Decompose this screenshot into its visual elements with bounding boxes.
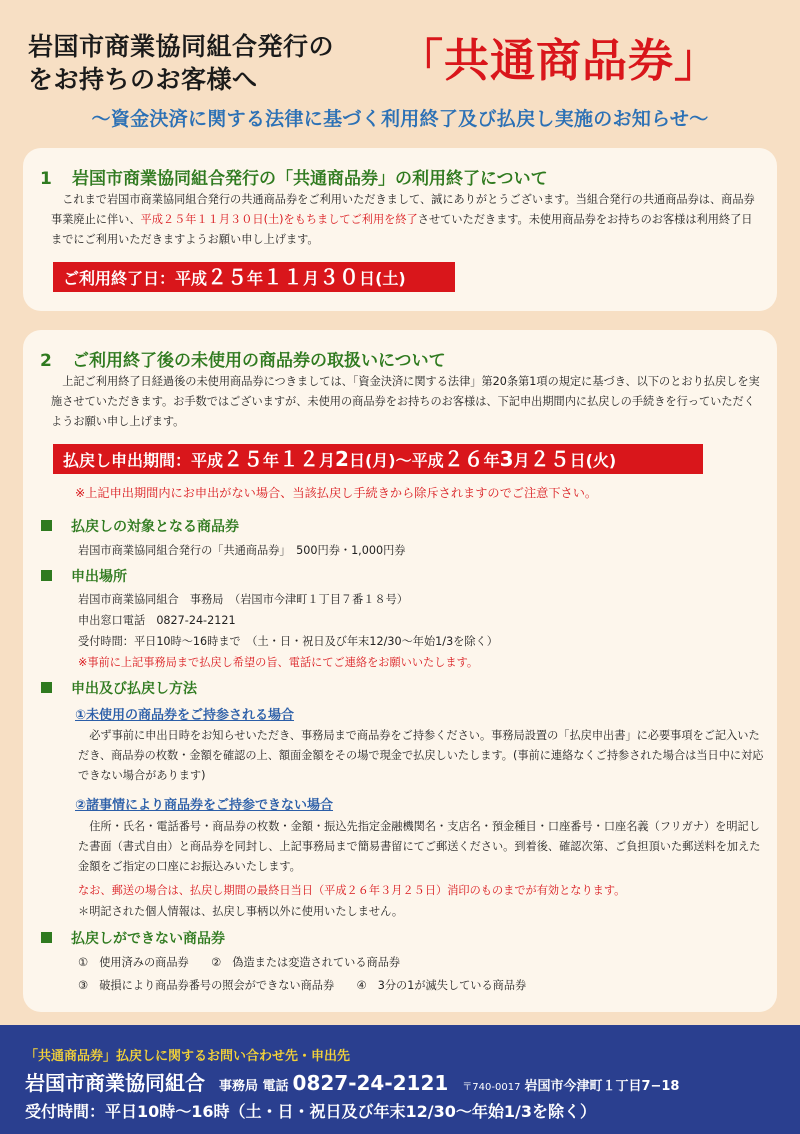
- section-2-card: [23, 330, 777, 1012]
- period-hi-1: 日: [348, 451, 365, 470]
- place-line-3: 受付時間：平日10時～16時まで （土・日・祝日及び年末12/30～年始1/3を除く）: [78, 635, 498, 648]
- period-year-1: ２５: [223, 447, 264, 471]
- period-day-2: ２５: [529, 447, 570, 471]
- target-vouchers-text: 岩国市商業協同組合発行の「共通商品券」 500円券・1,000円券: [78, 544, 406, 557]
- end-date-nen: 年: [247, 269, 264, 288]
- end-date-day: ３０: [319, 265, 360, 289]
- footer-office-label: 事務局 電話: [219, 1079, 289, 1094]
- non-refundable-title: 払戻しができない商品券: [71, 931, 225, 947]
- end-date-hi: 日: [359, 269, 376, 288]
- period-nen-1: 年: [263, 451, 280, 470]
- period-label: 払戻し申出期間：平成: [63, 451, 224, 470]
- non-refundable-heading: [41, 928, 225, 948]
- square-bullet-icon: [41, 570, 52, 581]
- period-hi-2: 日: [569, 451, 586, 470]
- contact-footer: [0, 1025, 800, 1134]
- period-nen-2: 年: [483, 451, 500, 470]
- section-1-title: [40, 164, 548, 189]
- period-tilde: ～平成: [395, 451, 444, 470]
- section-1-number: 1: [40, 169, 52, 189]
- page-title: [28, 30, 334, 96]
- end-date-dow: (土): [375, 269, 406, 288]
- period-dow-2: (火): [585, 451, 617, 470]
- non-refundable-line-2: ③ 破損により商品券番号の照会ができない商品券 ④ 3分の1が滅失している商品券: [78, 979, 527, 992]
- end-date-tsuki: 月: [303, 269, 320, 288]
- method-2-text: 住所・氏名・電話番号・商品券の枚数・金額・振込先指定金融機関名・支店名・預金種目・口座番号・口座名義（フリガナ）を明記した書面（書式自由）と商品券を同封し、上記事務局まで簡易書留にてご郵送ください。到着後、確認次第、ご負担頂いた郵送料を加えた金額をご指定の口座にお振込みいたします。: [78, 820, 761, 873]
- end-date-label: ご利用終了日：平成: [63, 269, 208, 288]
- method-title: 申出及び払戻し方法: [71, 681, 197, 697]
- footer-caption: 「共通商品券」払戻しに関するお問い合わせ先・申出先: [25, 1049, 351, 1064]
- target-vouchers-title: 払戻しの対象となる商品券: [71, 519, 239, 535]
- section-1-title-text: 岩国市商業協同組合発行の「共通商品券」の利用終了について: [72, 169, 548, 189]
- method-1-text: 必ず事前に申出日時をお知らせいただき、事務局まで商品券をご持参ください。事務局設置の「払戻申出書」に必要事項をご記入いただき、商品券の枚数・金額を確認の上、額面金額をその場で現金で払戻しいたします。(事前に連絡なくご持参された場合は当日中に対応できない場合があります): [78, 729, 764, 782]
- footer-zip: 〒740-0017: [462, 1082, 521, 1093]
- square-bullet-icon: [41, 932, 52, 943]
- end-date-banner: [53, 262, 455, 292]
- footer-contact-line: [25, 1067, 679, 1096]
- period-month-2: 3: [499, 447, 514, 471]
- section-1-paragraph: [51, 190, 763, 250]
- footer-hours: 受付時間：平日10時～16時（土・日・祝日及び年末12/30～年始1/3を除く）: [25, 1102, 597, 1121]
- privacy-note: ＊明記された個人情報は、払戻し事柄以外に使用いたしません。: [78, 905, 404, 918]
- method-1-title: ①未使用の商品券をご持参される場合: [75, 708, 295, 723]
- end-date-year: ２５: [207, 265, 248, 289]
- period-dow-1: (月): [364, 451, 396, 470]
- place-line-1: 岩国市商業協同組合 事務局 （岩国市今津町１丁目７番１８号）: [78, 593, 409, 606]
- place-title: 申出場所: [71, 569, 127, 585]
- refund-period-banner: [53, 444, 703, 474]
- section-1-text-red: 平成２５年１１月３０日(土)をもちましてご利用を終了: [140, 213, 418, 226]
- section-2-paragraph: 上記ご利用終了日経過後の未使用商品券につきましては、「資金決済に関する法律」第20条第1項の規定に基づき、以下のとおり払戻しを実施させていただきます。お手数ではございますが、未使用の商品券をお持ちのお客様は、下記申出期間内に払戻しの手続きを行っていただくようお願い申し上げます。: [51, 375, 760, 428]
- method-2-title: ②諸事情により商品券をご持参できない場合: [75, 798, 334, 813]
- section-1-card: [23, 148, 777, 311]
- section-1-text-b: させていただきます。未使用商品券をお持ちのお客様は利用終了日までにご利用いただきますようお願い申し上げます。: [51, 213, 753, 246]
- square-bullet-icon: [41, 520, 52, 531]
- deadline-warning: ※上記申出期間内にお申出がない場合、当該払戻し手続きから除斥されますのでご注意下さい。: [75, 486, 598, 500]
- title-line-2: をお持ちのお客様へ: [28, 65, 258, 94]
- period-tsuki-1: 月: [319, 451, 336, 470]
- non-refundable-line-1: ① 使用済みの商品券 ② 偽造または変造されている商品券: [78, 956, 401, 969]
- header: [0, 0, 800, 145]
- page-subtitle: ～資金決済に関する法律に基づく利用終了及び払戻し実施のお知らせ～: [91, 108, 709, 130]
- period-tsuki-2: 月: [513, 451, 530, 470]
- section-2-title: [40, 346, 446, 371]
- method-2-deadline-note: なお、郵送の場合は、払戻し期間の最終日当日（平成２６年３月２５日）消印のものまでが有効となります。: [78, 884, 626, 897]
- title-product-name: 「共通商品券」: [398, 34, 721, 87]
- period-day-1: 2: [335, 447, 349, 471]
- end-date-month: １１: [263, 265, 304, 289]
- place-line-2: 申出窓口電話 0827-24-2121: [78, 614, 236, 627]
- place-note: ※事前に上記事務局まで払戻し希望の旨、電話にてご連絡をお願いいたします。: [78, 656, 479, 669]
- footer-phone: 0827-24-2121: [292, 1071, 449, 1095]
- method-heading: [41, 678, 197, 698]
- section-2-number: 2: [40, 351, 52, 371]
- square-bullet-icon: [41, 682, 52, 693]
- period-year-2: ２６: [443, 447, 484, 471]
- footer-address: 岩国市今津町１丁目7−18: [524, 1079, 680, 1094]
- place-heading: [41, 566, 127, 586]
- period-month-1: １２: [279, 447, 320, 471]
- section-2-title-text: ご利用終了後の未使用の商品券の取扱いについて: [72, 351, 446, 371]
- footer-org-name: 岩国市商業協同組合: [25, 1071, 205, 1095]
- title-line-1: 岩国市商業協同組合発行の: [28, 32, 335, 61]
- target-vouchers-heading: [41, 516, 239, 536]
- section-1-text-a: これまで岩国市商業協同組合発行の共通商品券をご利用いただきまして、誠にありがとうございます。当組合発行の共通商品券は、商品券事業廃止に伴い、: [51, 193, 755, 226]
